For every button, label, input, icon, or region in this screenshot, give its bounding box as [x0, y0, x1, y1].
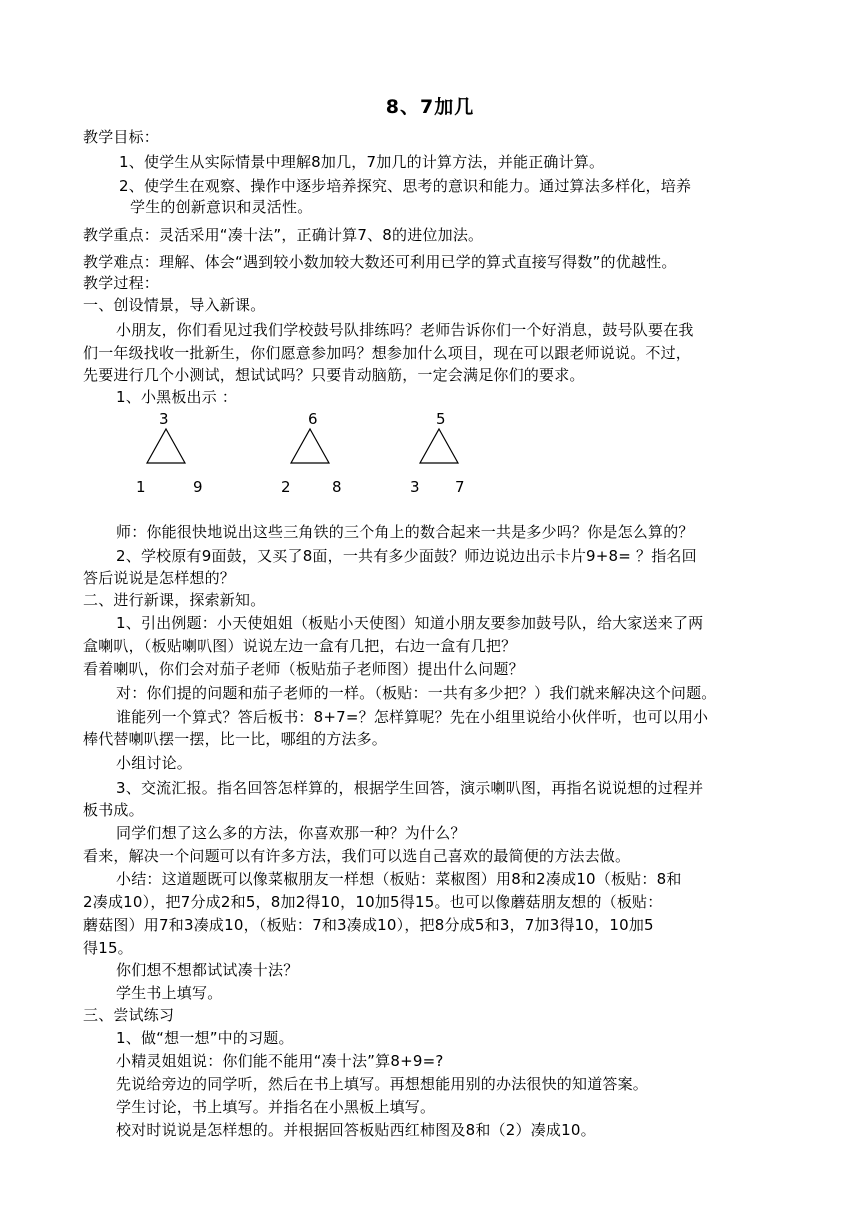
part-3-heading: 三、尝试练习: [83, 1006, 175, 1024]
paragraph-line: 谁能列一个算式？答后板书：8+7=？怎样算呢？先在小组里说给小伙伴听，也可以用小: [116, 708, 709, 726]
triangle-2-shape: [290, 428, 330, 464]
paragraph-line: 板书成。: [83, 801, 144, 819]
paragraph-line: 小朋友，你们看见过我们学校鼓号队排练吗？老师告诉你们一个好消息，鼓号队要在我: [116, 321, 694, 339]
paragraph-line: 1、引出例题：小天使姐姐（板贴小天使图）知道小朋友要参加鼓号队，给大家送来了两: [116, 614, 704, 632]
section-heading-objectives: 教学目标：: [83, 128, 160, 146]
triangle-1-left-number: 1: [136, 478, 146, 496]
paragraph-line: 看着喇叭，你们会对茄子老师（板贴茄子老师图）提出什么问题？: [83, 660, 524, 678]
paragraph-line: 学生书上填写。: [116, 984, 223, 1002]
triangle-1-shape: [146, 428, 186, 464]
paragraph-line: 学生讨论，书上填写。并指名在小黑板上填写。: [116, 1098, 436, 1116]
objective-1: 1、使学生从实际情景中理解8加几，7加几的计算方法，并能正确计算。: [119, 153, 605, 171]
paragraph-line: 同学们想了这么多的方法，你喜欢那一种？为什么？: [116, 824, 466, 842]
paragraph-line: 3、交流汇报。指名回答怎样算的，根据学生回答，演示喇叭图，再指名说说想的过程并: [116, 779, 704, 797]
paragraph-line: 你们想不想都试试凑十法？: [116, 961, 299, 979]
paragraph-line: 蘑菇图）用7和3凑成10，（板贴：7和3凑成10），把8分成5和3，7加3得10，10加5: [83, 916, 654, 934]
triangle-2-top-number: 6: [308, 410, 318, 428]
paragraph-line: 小组讨论。: [116, 754, 193, 772]
paragraph-line: 2、学校原有9面鼓，又买了8面，一共有多少面鼓？师边说边出示卡片9+8= ？指名回: [116, 547, 697, 565]
paragraph-line: 对：你们提的问题和茄子老师的一样。（板贴：一共有多少把？）我们就来解决这个问题。: [116, 684, 717, 702]
paragraph-line: 校对时说说是怎样想的。并根据回答板贴西红柿图及8和（2）凑成10。: [116, 1121, 596, 1139]
paragraph-line: 棒代替喇叭摆一摆，比一比，哪组的方法多。: [83, 730, 388, 748]
triangle-1-top-number: 3: [159, 410, 169, 428]
objective-2: 2、使学生在观察、操作中逐步培养探究、思考的意识和能力。通过算法多样化，培养: [119, 177, 692, 195]
triangle-1-right-number: 9: [193, 478, 203, 496]
paragraph-line: 得15。: [83, 939, 133, 957]
paragraph-line: 答后说说是怎样想的？: [83, 569, 236, 587]
triangle-2-right-number: 8: [332, 478, 342, 496]
key-point: 教学重点：灵活采用“凑十法”，正确计算7、8的进位加法。: [83, 226, 484, 244]
blackboard-intro: 1、小黑板出示 ：: [116, 388, 238, 406]
paragraph-line: 看来，解决一个问题可以有许多方法，我们可以选自己喜欢的最简便的方法去做。: [83, 847, 631, 865]
paragraph-line: 小结：这道题既可以像菜椒朋友一样想（板贴：菜椒图）用8和2凑成10（板贴：8和: [116, 870, 682, 888]
part-2-heading: 二、进行新课，探索新知。: [83, 591, 266, 609]
triangle-3-right-number: 7: [455, 478, 465, 496]
paragraph-line: 师：你能很快地说出这些三角铁的三个角上的数合起来一共是多少吗？你是怎么算的？: [116, 523, 694, 541]
section-heading-process: 教学过程：: [83, 274, 160, 292]
paragraph-line: 小精灵姐姐说：你们能不能用“凑十法”算8+9=?: [116, 1052, 444, 1070]
paragraph-line: 们一年级找收一批新生，你们愿意参加吗？想参加什么项目，现在可以跟老师说说。不过，: [83, 344, 692, 362]
triangle-2-left-number: 2: [281, 478, 291, 496]
triangle-3-shape: [419, 428, 459, 464]
triangle-3-top-number: 5: [436, 410, 446, 428]
part-1-heading: 一、创设情景，导入新课。: [83, 296, 266, 314]
objective-2-cont: 学生的创新意识和灵活性。: [130, 198, 313, 216]
paragraph-line: 盒喇叭，（板贴喇叭图）说说左边一盒有几把，右边一盒有几把？: [83, 637, 517, 655]
paragraph-line: 1、做“想一想”中的习题。: [116, 1029, 294, 1047]
paragraph-line: 先要进行几个小测试，想试试吗？只要肯动脑筋，一定会满足你们的要求。: [83, 366, 585, 384]
paragraph-line: 2凑成10），把7分成2和5，8加2得10，10加5得15。也可以像蘑菇朋友想的（板贴：: [83, 893, 663, 911]
paragraph-line: 先说给旁边的同学听，然后在书上填写。再想想能用别的办法很快的知道答案。: [116, 1075, 649, 1093]
difficult-point: 教学难点：理解、体会“遇到较小数加较大数还可利用已学的算式直接写得数”的优越性。: [83, 253, 677, 271]
triangle-3-left-number: 3: [410, 478, 420, 496]
document-title: 8、7加几: [385, 96, 475, 118]
